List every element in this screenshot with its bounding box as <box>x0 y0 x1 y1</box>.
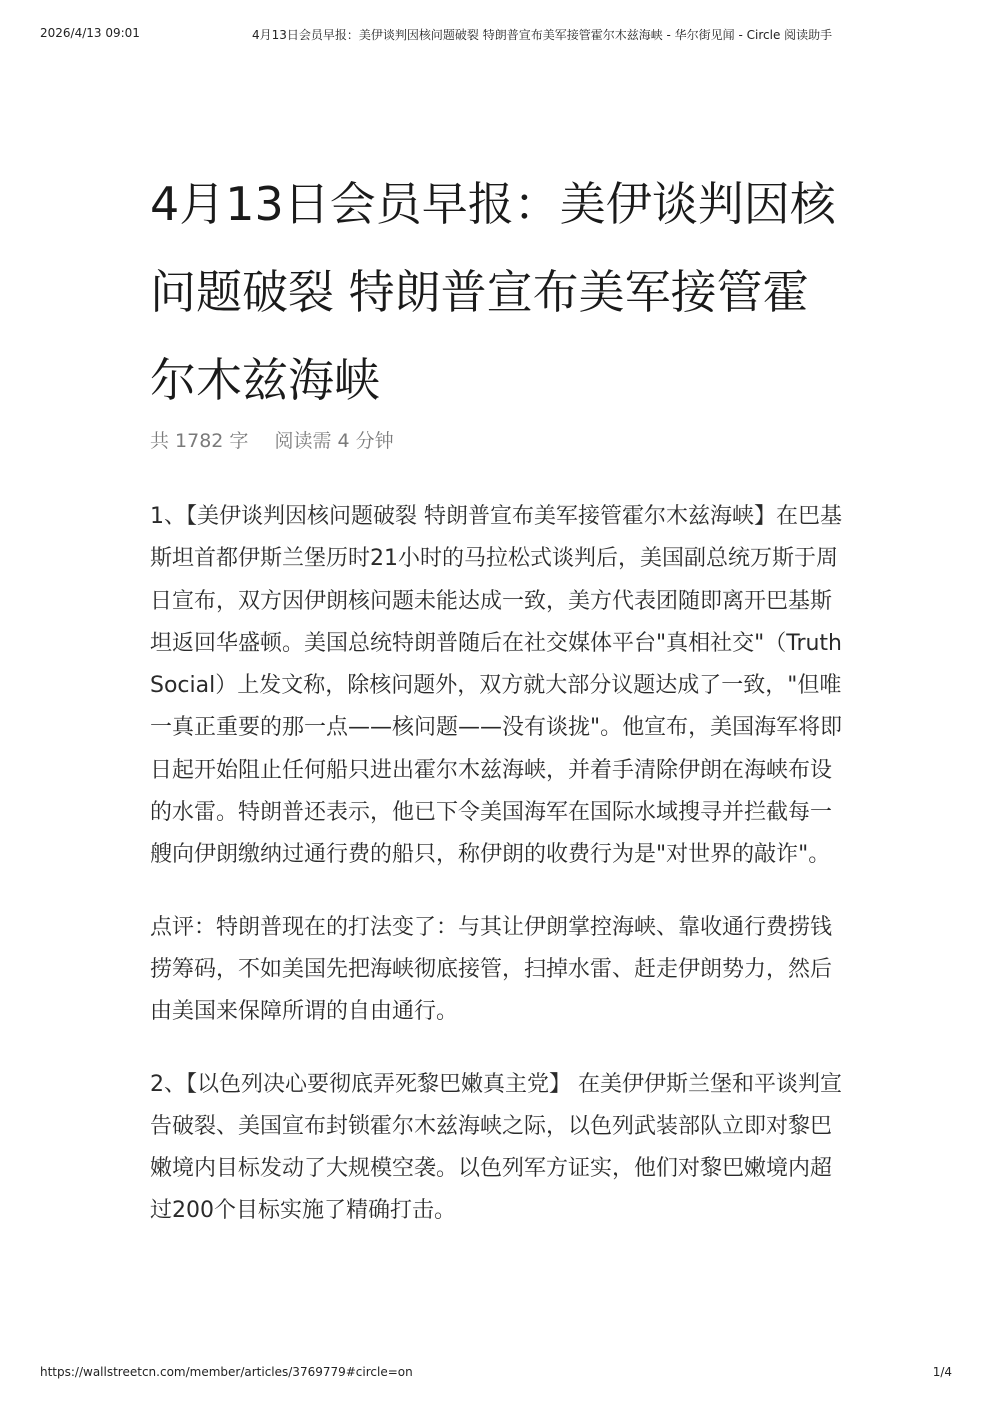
print-url[interactable]: https://wallstreetcn.com/member/articles/3769779#circle=on <box>40 1365 413 1379</box>
print-doc-title: 4月13日会员早报：美伊谈判因核问题破裂 特朗普宣布美军接管霍尔木兹海峡 - 华尔街见闻 - Circle 阅读助手 <box>252 28 833 42</box>
print-header <box>0 22 992 46</box>
article <box>150 160 850 1233</box>
print-footer <box>0 1365 992 1385</box>
article-meta <box>150 428 850 454</box>
article-title: 4月13日会员早报：美伊谈判因核问题破裂 特朗普宣布美军接管霍尔木兹海峡 <box>150 177 836 407</box>
article-paragraph-1: 1、【美伊谈判因核问题破裂 特朗普宣布美军接管霍尔木兹海峡】在巴基斯坦首都伊斯兰堡历时21小时的马拉松式谈判后，美国副总统万斯于周日宣布，双方因伊朗核问题未能达成一致，美方代表团随即离开巴基斯坦返回华盛顿。美国总统特朗普随后在社交媒体平台"真相社交"（Truth Social）上发文称，除核问题外，双方就大部分议题达成了一致，"但唯一真正重要的那一点——核问题——没有谈拢"。他宣布，美国海军将即日起开始阻止任何船只进出霍尔木兹海峡，并着手清除伊朗在海峡布设的水雷。特朗普还表示，他已下令美国海军在国际水域搜寻并拦截每一艘向伊朗缴纳过通行费的船只，称伊朗的收费行为是"对世界的敲诈"。 <box>150 504 843 868</box>
article-paragraph-2: 点评：特朗普现在的打法变了：与其让伊朗掌控海峡、靠收通行费捞钱捞筹码，不如美国先把海峡彻底接管，扫掉水雷、赶走伊朗势力，然后由美国来保障所谓的自由通行。 <box>150 914 833 1025</box>
word-count: 共 1782 字 <box>150 430 249 452</box>
page-number: 1/4 <box>932 1365 952 1379</box>
read-time: 阅读需 4 分钟 <box>274 430 394 452</box>
print-timestamp: 2026/4/13 09:01 <box>40 26 140 40</box>
article-paragraph-3: 2、【以色列决心要彻底弄死黎巴嫩真主党】 在美伊伊斯兰堡和平谈判宣告破裂、美国宣布封锁霍尔木兹海峡之际，以色列武装部队立即对黎巴嫩境内目标发动了大规模空袭。以色列军方证实，他们对黎巴嫩境内超过200个目标实施了精确打击。 <box>150 1071 842 1224</box>
